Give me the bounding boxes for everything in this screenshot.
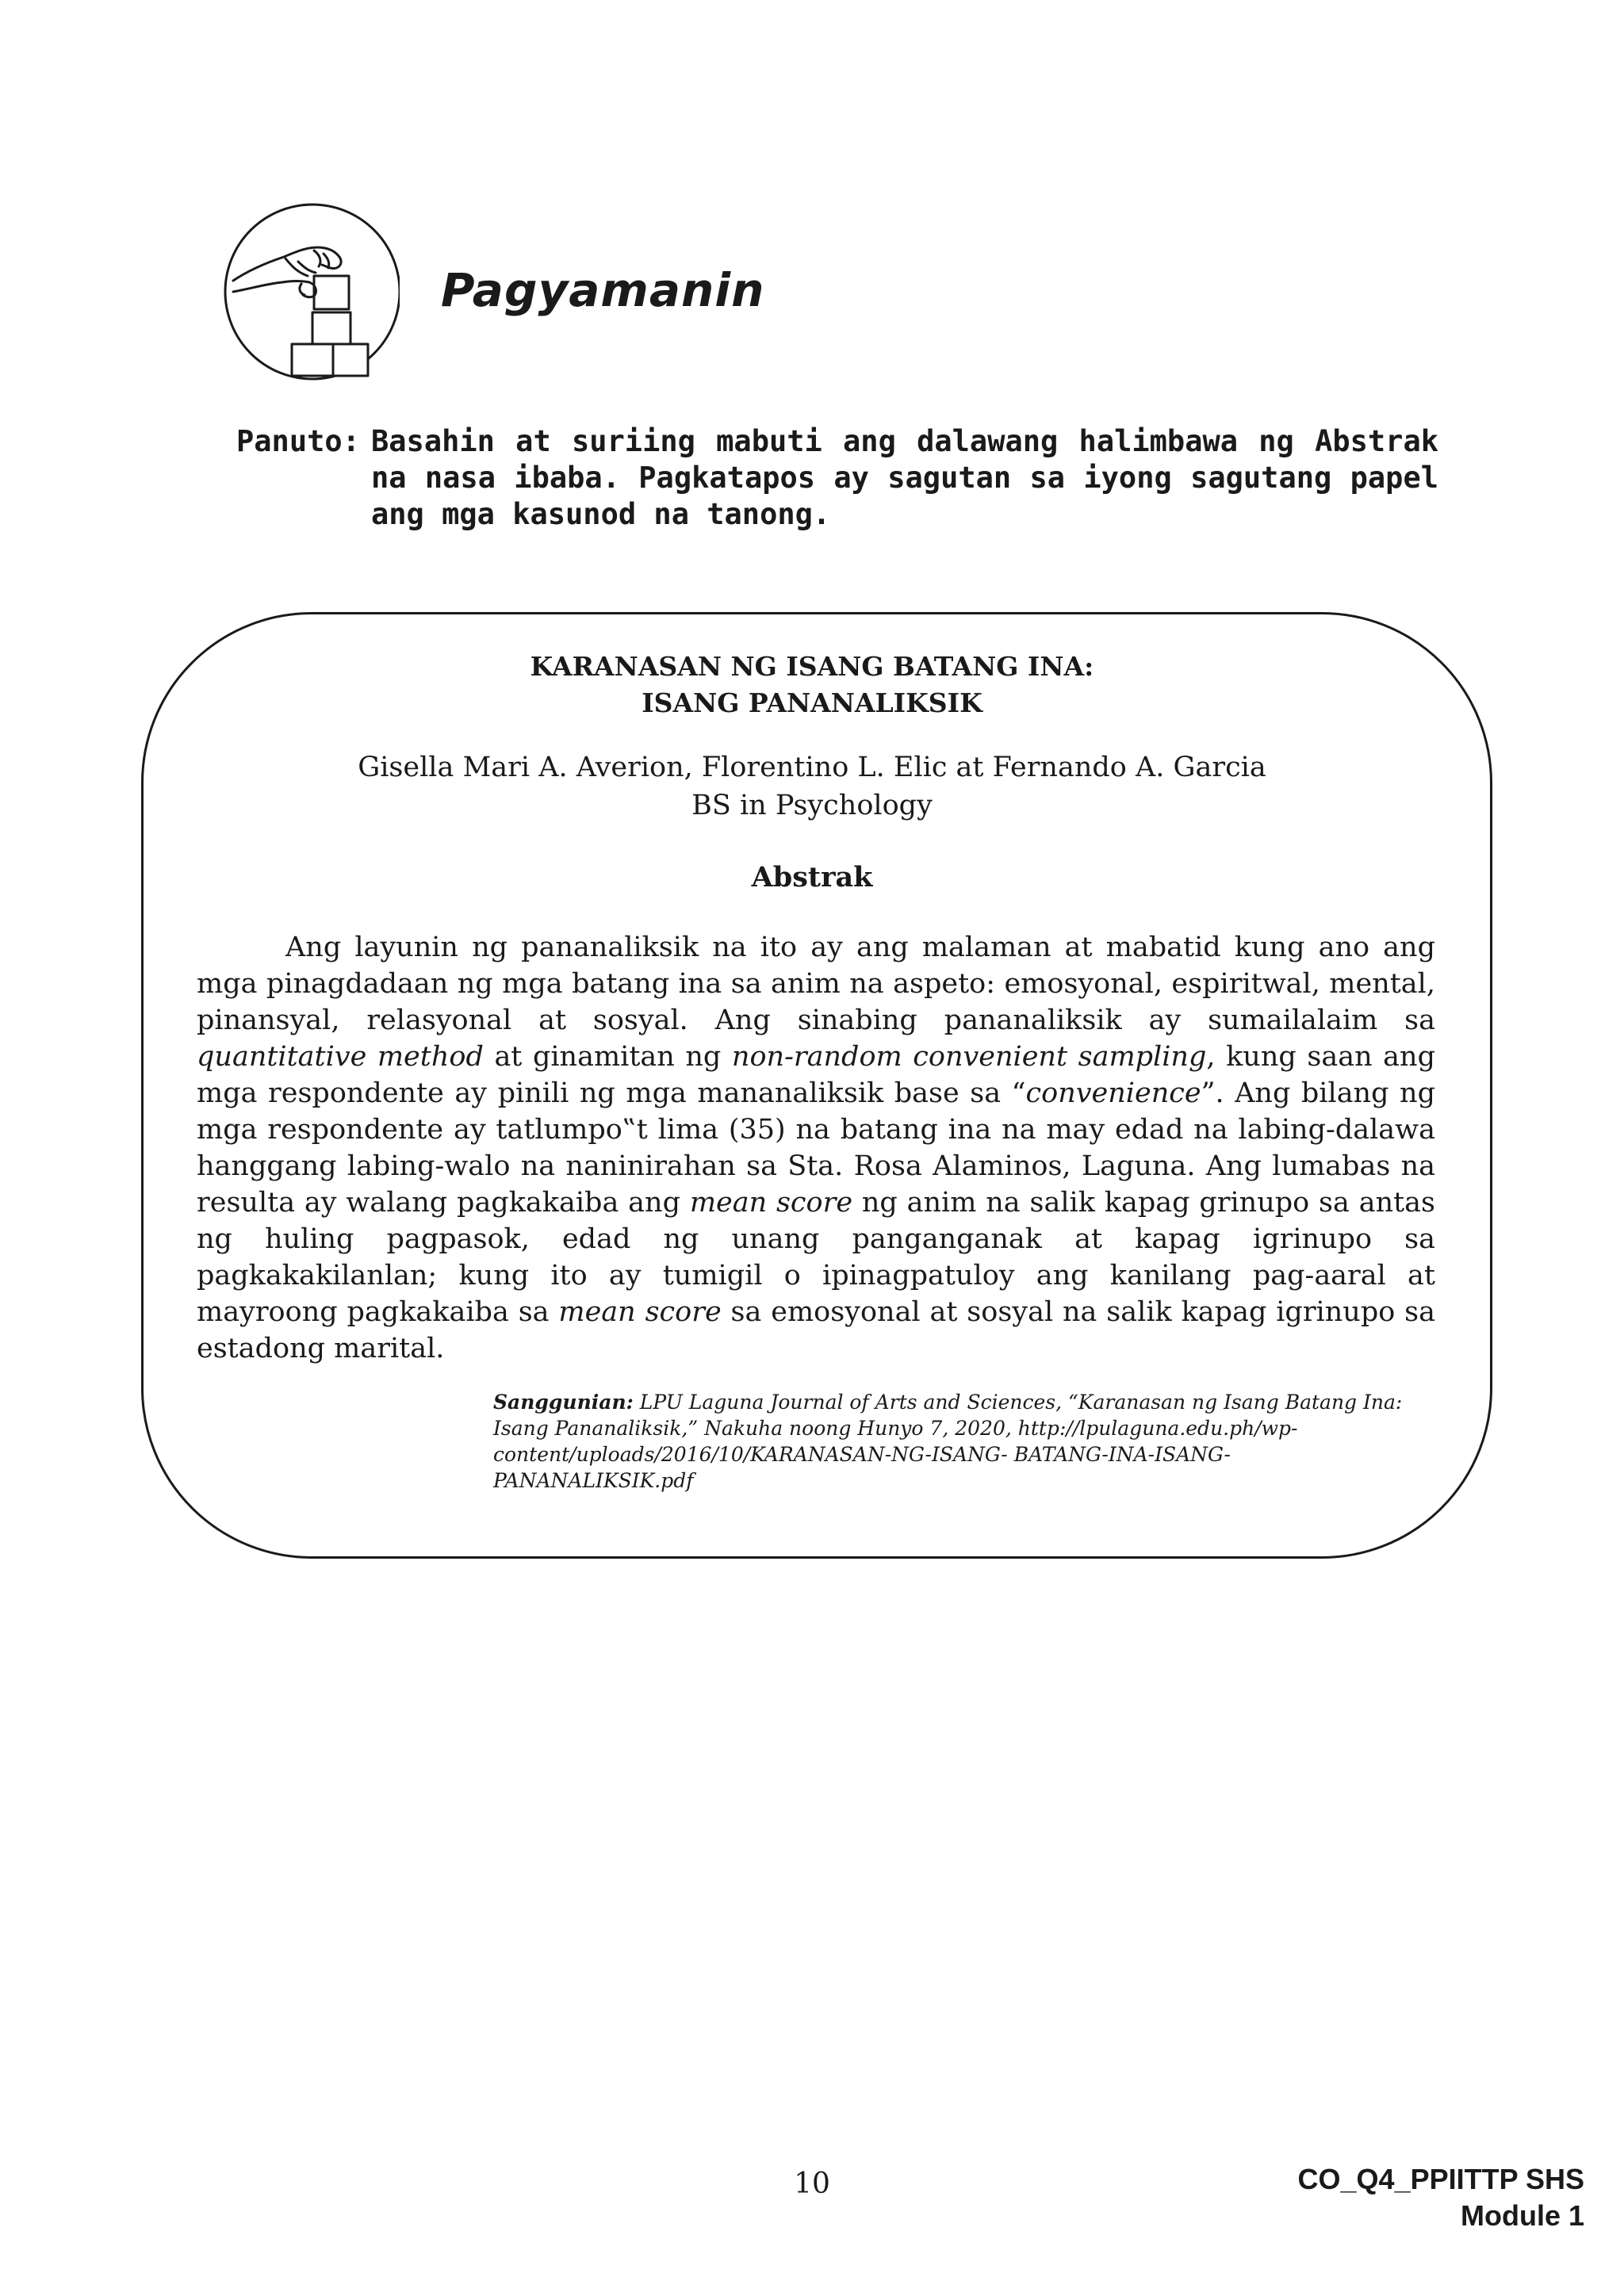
- abstract-italic-term: quantitative method: [197, 1041, 484, 1073]
- abstract-italic-term: mean score: [689, 1187, 853, 1219]
- directions-label: Panuto:: [236, 424, 360, 458]
- abstract-italic-term: non-random convenient sampling: [731, 1041, 1207, 1073]
- directions-text: Basahin at suriing mabuti ang dalawang halimbawa ng Abstrak na nasa ibaba. Pagkatapos ay sagutan sa iyong sagutang papel ang mga kasunod na tanong.: [371, 424, 1438, 531]
- abstract-italic-term: convenience: [1025, 1077, 1201, 1109]
- module-code: [1298, 2161, 1584, 2234]
- reference-label: Sanggunian:: [493, 1391, 634, 1414]
- paper-program: BS in Psychology: [691, 790, 933, 821]
- hand-stacking-blocks-icon: [216, 195, 400, 390]
- reference: [493, 1389, 1421, 1494]
- abstract-segment: , kung saan ang mga respondente ay pinili ng mga mananaliksik base sa “: [197, 1041, 1435, 1109]
- module-code-line1: CO_Q4_PPIITTP SHS: [1297, 2163, 1584, 2195]
- abstract-text: [197, 929, 1435, 1367]
- page-number: 10: [794, 2168, 830, 2200]
- abstract-segment: ”. Ang bilang ng mga respondente ay tatlumpo‟t lima (35) na batang ina na may edad na labing-dalawa hanggang labing-walo na naninirahan sa Sta. Rosa Alaminos, Laguna. Ang lumabas na resulta ay walang pagkakaiba ang: [197, 1077, 1436, 1219]
- paper-title: [0, 649, 1624, 721]
- paper-authors: Gisella Mari A. Averion, Florentino L. Elic at Fernando A. Garcia: [358, 752, 1266, 783]
- abstract-segment: ng anim na salik kapag grinupo sa antas ng huling pagpasok, edad ng unang panganganak at kapag igrinupo sa pagkakakilanlan; kung ito ay tumigil o ipinagpatuloy ang kanilang pag-aaral at mayroong pagkakaiba sa: [197, 1187, 1436, 1328]
- paper-authors-block: [0, 748, 1624, 825]
- directions: [236, 423, 1438, 533]
- abstract-italic-term: mean score: [558, 1296, 722, 1328]
- module-code-line2: Module 1: [1460, 2199, 1584, 2232]
- abstract-segment: Ang layunin ng pananaliksik na ito ay ang malaman at mabatid kung ano ang mga pinagdadaan ng mga batang ina sa anim na aspeto: emosyonal, espiritwal, mental, pinansyal, relasyonal at sosyal. Ang sinabing pananaliksik ay sumailalaim sa: [197, 932, 1435, 1036]
- reference-text: LPU Laguna Journal of Arts and Sciences, “Karanasan ng Isang Batang Ina: Isang Pananaliksik,” Nakuha noong Hunyo 7, 2020, http://lpulaguna.edu.ph/wp-content/uploads/2016/10/KARANASAN-NG-ISANG- BATANG-INA-ISANG-PANANALIKSIK.pdf: [493, 1391, 1403, 1492]
- paper-title-line2: ISANG PANANALIKSIK: [642, 687, 982, 718]
- paper-title-line1: KARANASAN NG ISANG BATANG INA:: [530, 651, 1094, 682]
- section-title: Pagyamanin: [441, 263, 765, 317]
- abstract-heading: Abstrak: [751, 861, 873, 894]
- abstract-segment: sa emosyonal at sosyal na salik kapag igrinupo sa estadong marital.: [197, 1296, 1436, 1364]
- abstract-segment: at ginamitan ng: [483, 1041, 732, 1073]
